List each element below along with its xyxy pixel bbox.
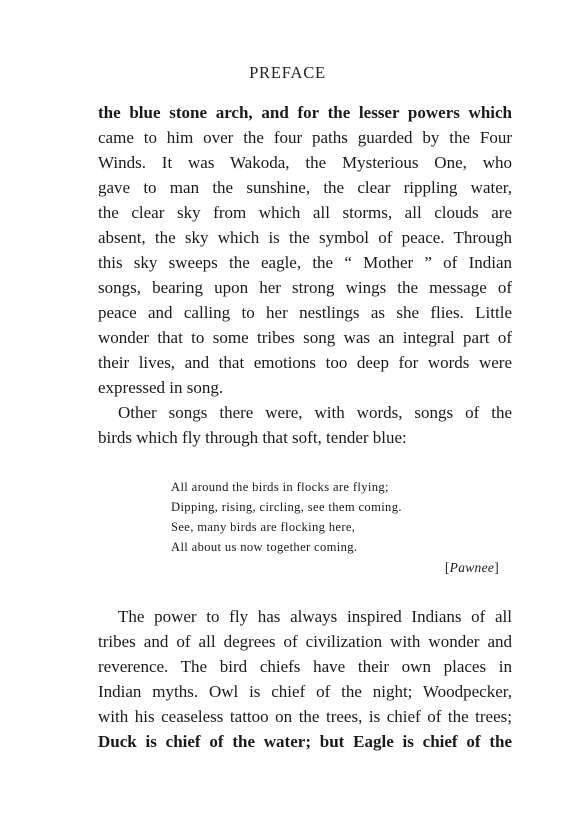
running-header: PREFACE xyxy=(249,63,326,82)
text-line: tribes and of all degrees of civilization with wonder and xyxy=(98,632,512,651)
text-line: absent, the sky which is the symbol of peace. Through xyxy=(98,228,512,247)
paragraph-bird-chiefs xyxy=(98,604,512,754)
text-line: the clear sky from which all storms, all clouds are xyxy=(98,203,512,222)
text-line: Other songs there were, with words, songs of the xyxy=(118,403,512,422)
text-line: the blue stone arch, and for the lesser powers which xyxy=(98,103,512,122)
text-line: with his ceaseless tattoo on the trees, is chief of the trees; xyxy=(98,707,512,726)
text-line: Winds. It was Wakoda, the Mysterious One, who xyxy=(98,153,512,172)
attribution-text: Pawnee xyxy=(449,560,495,575)
verse-quote xyxy=(171,477,501,557)
text-line: wonder that to some tribes song was an integral part of xyxy=(98,328,512,347)
text-line: songs, bearing upon her strong wings the message of xyxy=(98,278,512,297)
text-line: this sky sweeps the eagle, the “ Mother ” of Indian xyxy=(98,253,512,272)
text-line: came to him over the four paths guarded by the Four xyxy=(98,128,512,147)
paragraph-wakoda xyxy=(98,100,512,400)
verse-attribution: [Pawnee] xyxy=(444,560,499,575)
text-line: The power to fly has always inspired Indians of all xyxy=(118,607,512,626)
text-line: expressed in song. xyxy=(98,378,224,397)
text-line: Duck is chief of the water; but Eagle is chief of the xyxy=(98,732,512,751)
verse-line: All about us now together coming. xyxy=(171,540,358,554)
text-line: reverence. The bird chiefs have their own places in xyxy=(98,657,512,676)
text-line: peace and calling to her nestlings as she flies. Little xyxy=(98,303,512,322)
paragraph-bird-songs xyxy=(98,400,512,450)
verse-line: All around the birds in flocks are flying; xyxy=(171,480,389,494)
verse-line: See, many birds are flocking here, xyxy=(171,520,356,534)
verse-line: Dipping, rising, circling, see them coming. xyxy=(171,500,402,514)
text-line: gave to man the sunshine, the clear rippling water, xyxy=(98,178,512,197)
text-line: birds which fly through that soft, tender blue: xyxy=(98,428,407,447)
text-line: their lives, and that emotions too deep for words were xyxy=(98,353,512,372)
text-line: Indian myths. Owl is chief of the night; Woodpecker, xyxy=(98,682,512,701)
